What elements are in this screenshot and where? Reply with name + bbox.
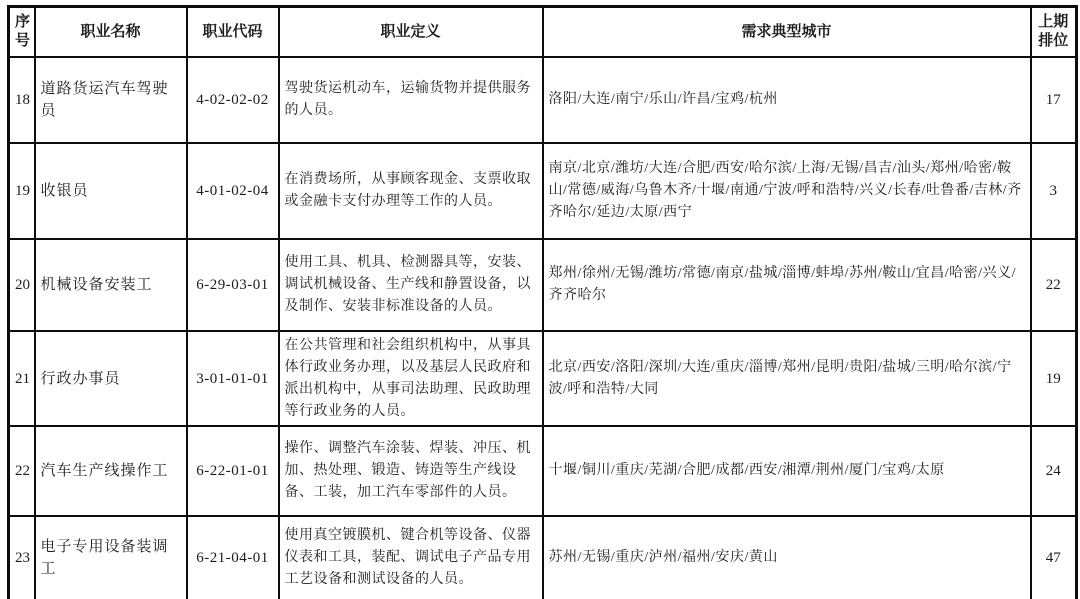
row-no: 22 [9, 426, 35, 516]
header-previous-rank: 上期排位 [1031, 7, 1077, 58]
occupation-definition: 使用工具、机具、检测器具等，安装、调试机械设备、生产线和静置设备，以及制作、安装非标准设备的人员。 [279, 239, 543, 331]
occupation-code: 6-29-03-01 [187, 239, 279, 331]
occupation-definition: 操作、调整汽车涂装、焊装、冲压、机加、热处理、锻造、铸造等生产线设备、工装，加工汽车零部件的人员。 [279, 426, 543, 516]
demand-cities: 南京/北京/潍坊/大连/合肥/西安/哈尔滨/上海/无锡/昌吉/汕头/郑州/哈密/鞍山/常德/威海/乌鲁木齐/十堰/南通/宁波/呼和浩特/兴义/长春/吐鲁番/吉林/齐齐哈尔/延边/太原/西宁 [543, 143, 1031, 239]
occupation-code: 6-21-04-01 [187, 516, 279, 599]
header-no: 序号 [9, 7, 35, 58]
occupation-shortage-table [7, 5, 1078, 599]
occupation-definition: 驾驶货运机动车，运输货物并提供服务的人员。 [279, 57, 543, 143]
header-row [9, 7, 1077, 58]
demand-cities: 十堰/铜川/重庆/芜湖/合肥/成都/西安/湘潭/荆州/厦门/宝鸡/太原 [543, 426, 1031, 516]
table-row [9, 426, 1077, 516]
demand-cities: 苏州/无锡/重庆/泸州/福州/安庆/黄山 [543, 516, 1031, 599]
header-occupation-name: 职业名称 [35, 7, 187, 58]
previous-rank: 24 [1031, 426, 1077, 516]
occupation-name: 电子专用设备装调工 [35, 516, 187, 599]
occupation-definition: 使用真空镀膜机、键合机等设备、仪器仪表和工具，装配、调试电子产品专用工艺设备和测试设备的人员。 [279, 516, 543, 599]
table-row [9, 516, 1077, 599]
occupation-name: 收银员 [35, 143, 187, 239]
header-occupation-code: 职业代码 [187, 7, 279, 58]
occupation-name: 机械设备安装工 [35, 239, 187, 331]
previous-rank: 22 [1031, 239, 1077, 331]
occupation-definition: 在公共管理和社会组织机构中，从事具体行政业务办理，以及基层人民政府和派出机构中，从事司法助理、民政助理等行政业务的人员。 [279, 331, 543, 426]
row-no: 18 [9, 57, 35, 143]
occupation-code: 4-02-02-02 [187, 57, 279, 143]
table-row [9, 239, 1077, 331]
occupation-code: 6-22-01-01 [187, 426, 279, 516]
header-occupation-definition: 职业定义 [279, 7, 543, 58]
table-row [9, 57, 1077, 143]
occupation-code: 3-01-01-01 [187, 331, 279, 426]
table-row [9, 331, 1077, 426]
header-demand-cities: 需求典型城市 [543, 7, 1031, 58]
occupation-name: 道路货运汽车驾驶员 [35, 57, 187, 143]
occupation-code: 4-01-02-04 [187, 143, 279, 239]
occupation-name: 行政办事员 [35, 331, 187, 426]
occupation-definition: 在消费场所，从事顾客现金、支票收取或金融卡支付办理等工作的人员。 [279, 143, 543, 239]
previous-rank: 17 [1031, 57, 1077, 143]
previous-rank: 47 [1031, 516, 1077, 599]
demand-cities: 北京/西安/洛阳/深圳/大连/重庆/淄博/郑州/昆明/贵阳/盐城/三明/哈尔滨/宁波/呼和浩特/大同 [543, 331, 1031, 426]
occupation-name: 汽车生产线操作工 [35, 426, 187, 516]
row-no: 19 [9, 143, 35, 239]
row-no: 20 [9, 239, 35, 331]
table-row [9, 143, 1077, 239]
previous-rank: 3 [1031, 143, 1077, 239]
row-no: 21 [9, 331, 35, 426]
demand-cities: 洛阳/大连/南宁/乐山/许昌/宝鸡/杭州 [543, 57, 1031, 143]
row-no: 23 [9, 516, 35, 599]
demand-cities: 郑州/徐州/无锡/潍坊/常德/南京/盐城/淄博/蚌埠/苏州/鞍山/宜昌/哈密/兴义/齐齐哈尔 [543, 239, 1031, 331]
previous-rank: 19 [1031, 331, 1077, 426]
